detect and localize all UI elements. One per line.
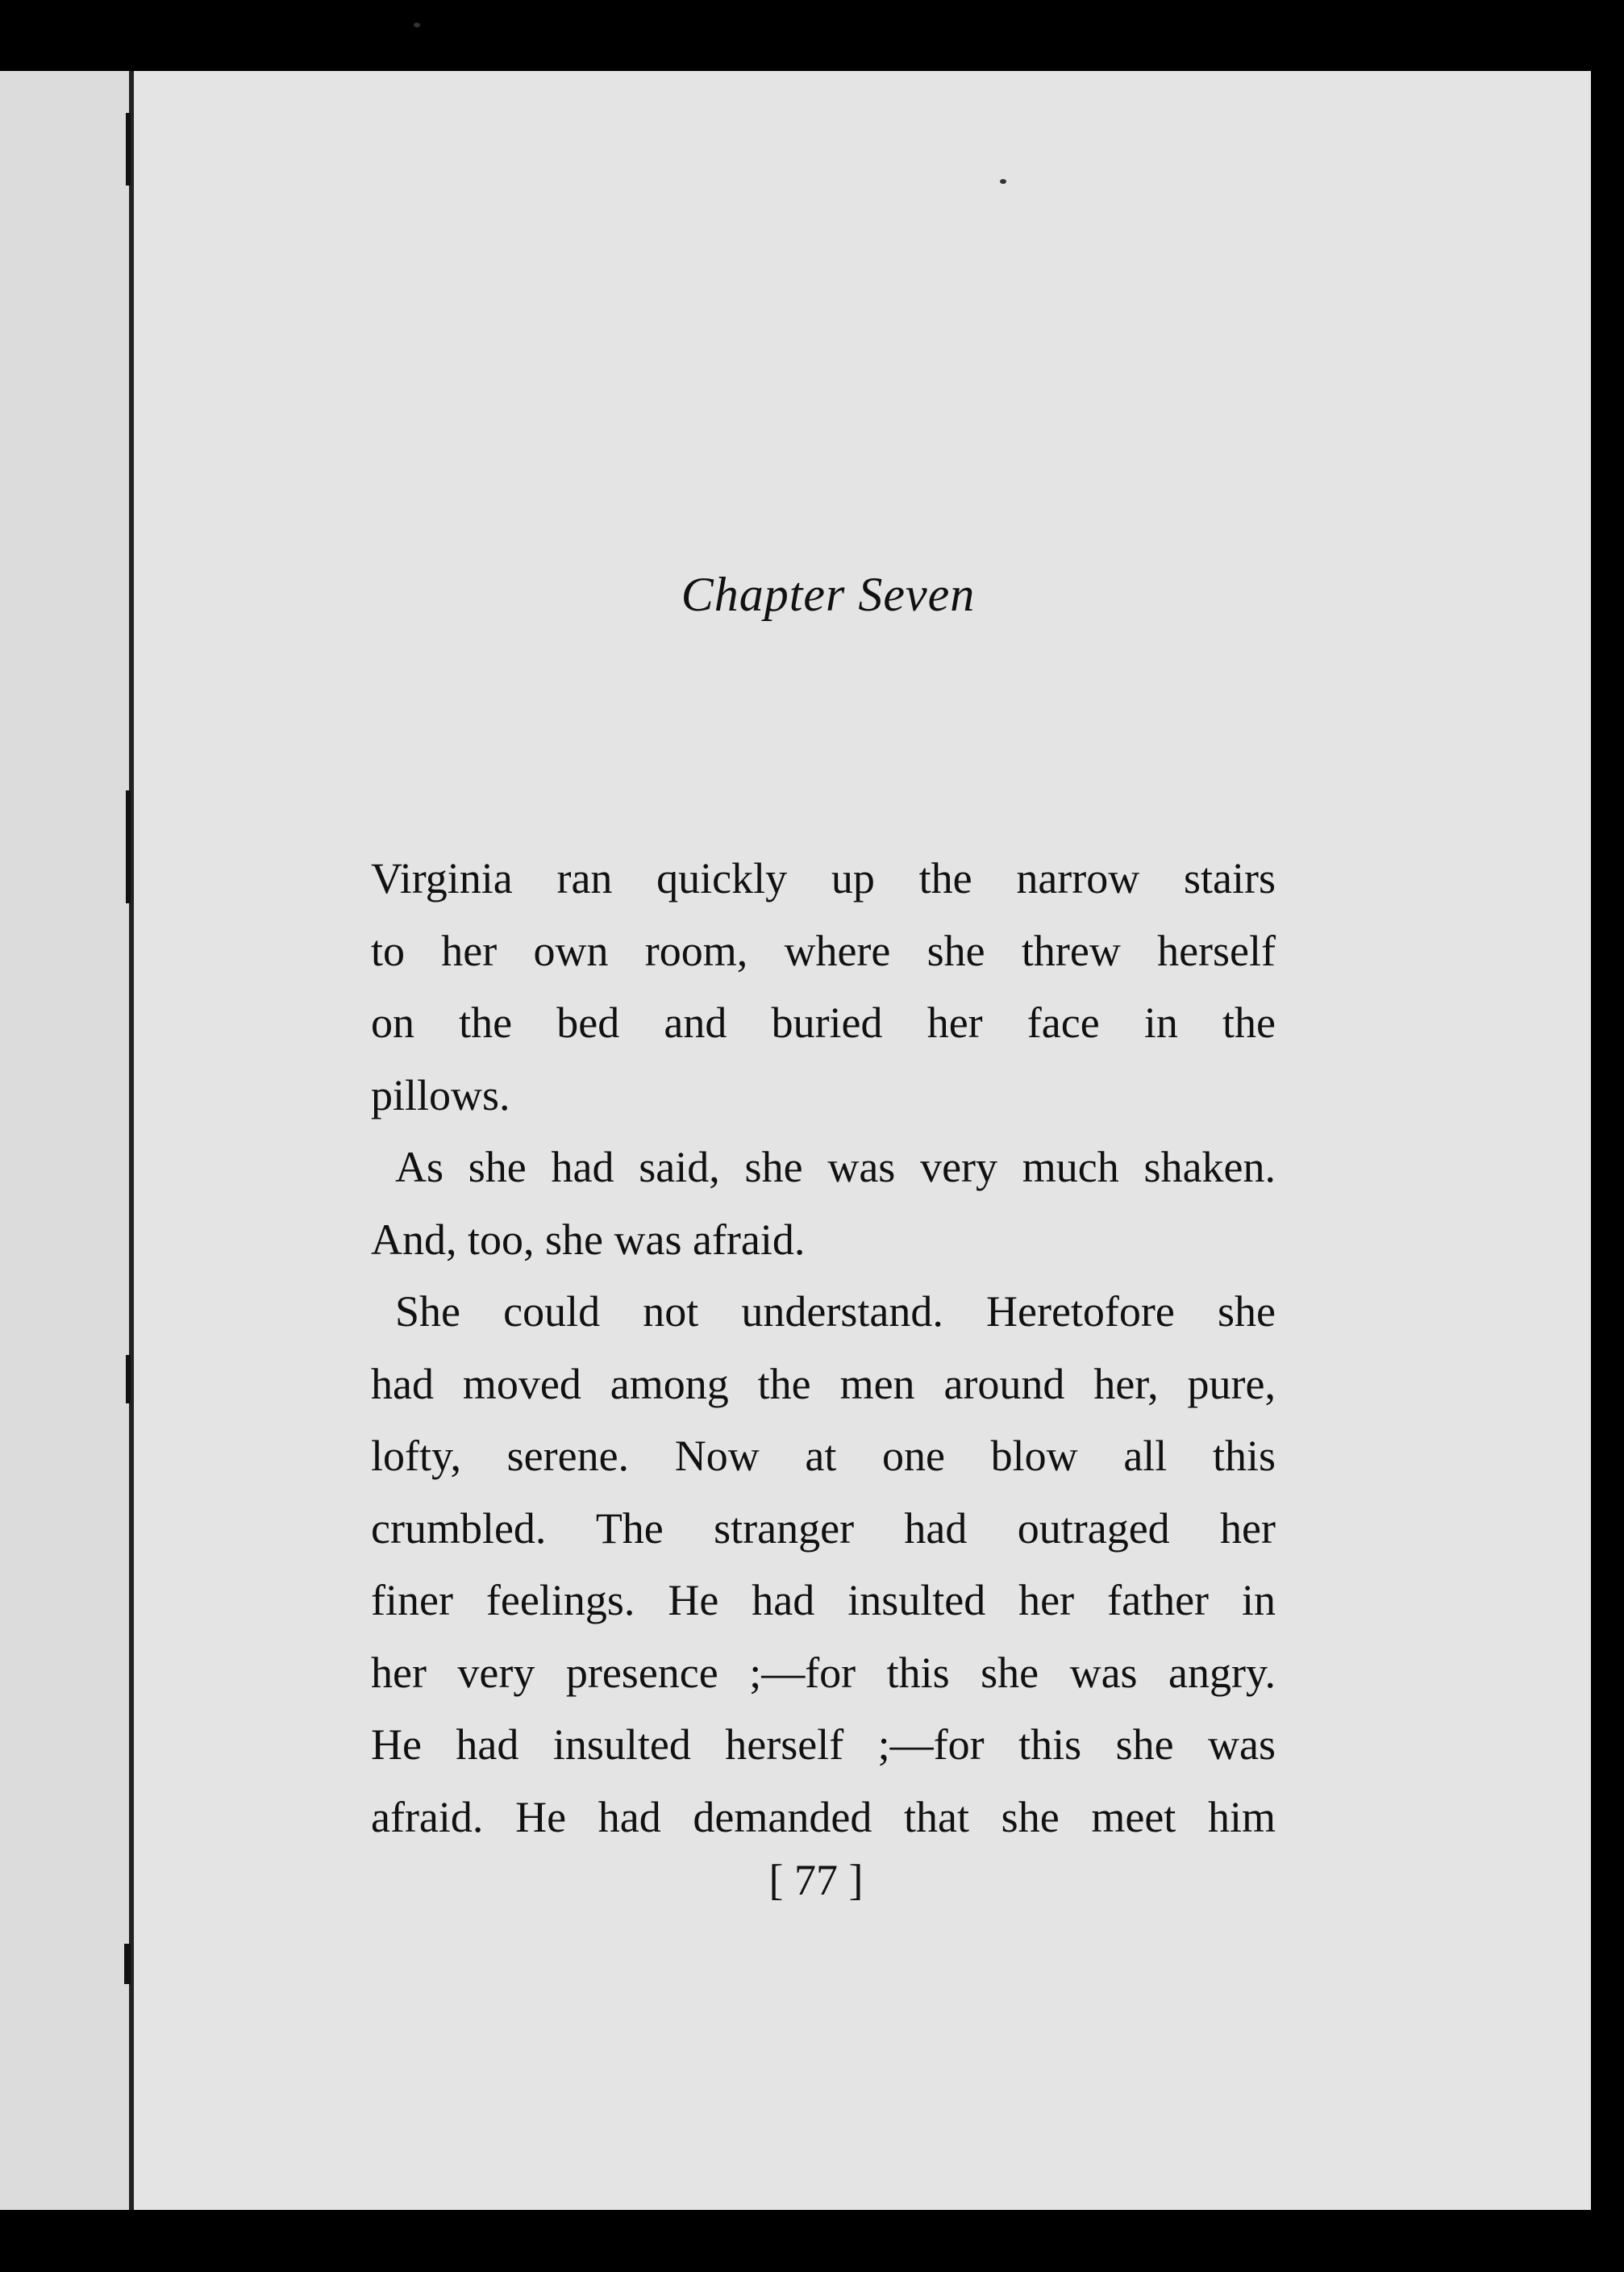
dust-speck <box>1000 179 1006 184</box>
text-line: Virginia ran quickly up the narrow stairs <box>371 854 1276 903</box>
text-line: He had insulted herself ;—for this she was <box>371 1720 1276 1769</box>
text-line: lofty, serene. Now at one blow all this <box>371 1432 1276 1480</box>
gutter-mark <box>124 1944 131 1984</box>
text-line: crumbled. The stranger had outraged her <box>371 1503 1276 1553</box>
text-line: She could not understand. Heretofore she <box>395 1287 1276 1336</box>
text-line: to her own room, where she threw herself <box>371 926 1276 975</box>
chapter-heading: Chapter Seven <box>681 568 976 621</box>
text-line: pillows. <box>371 1070 510 1119</box>
text-line: on the bed and buried her face in the <box>371 998 1276 1047</box>
dust-speck <box>414 23 420 27</box>
text-line: As she had said, she was very much shaken. <box>395 1143 1276 1191</box>
body-text <box>371 843 1276 1853</box>
text-line: And, too, she was afraid. <box>371 1215 806 1264</box>
text-line: her very presence ;—for this she was angry. <box>371 1648 1276 1697</box>
gutter-mark <box>126 790 131 903</box>
gutter-mark <box>126 1355 131 1403</box>
text-line: finer feelings. He had insulted her father in <box>371 1576 1276 1624</box>
text-line: had moved among the men around her, pure, <box>371 1359 1276 1408</box>
page-number: [ 77 ] <box>768 1856 864 1904</box>
text-line: afraid. He had demanded that she meet him <box>371 1792 1276 1841</box>
gutter-mark <box>126 113 131 186</box>
